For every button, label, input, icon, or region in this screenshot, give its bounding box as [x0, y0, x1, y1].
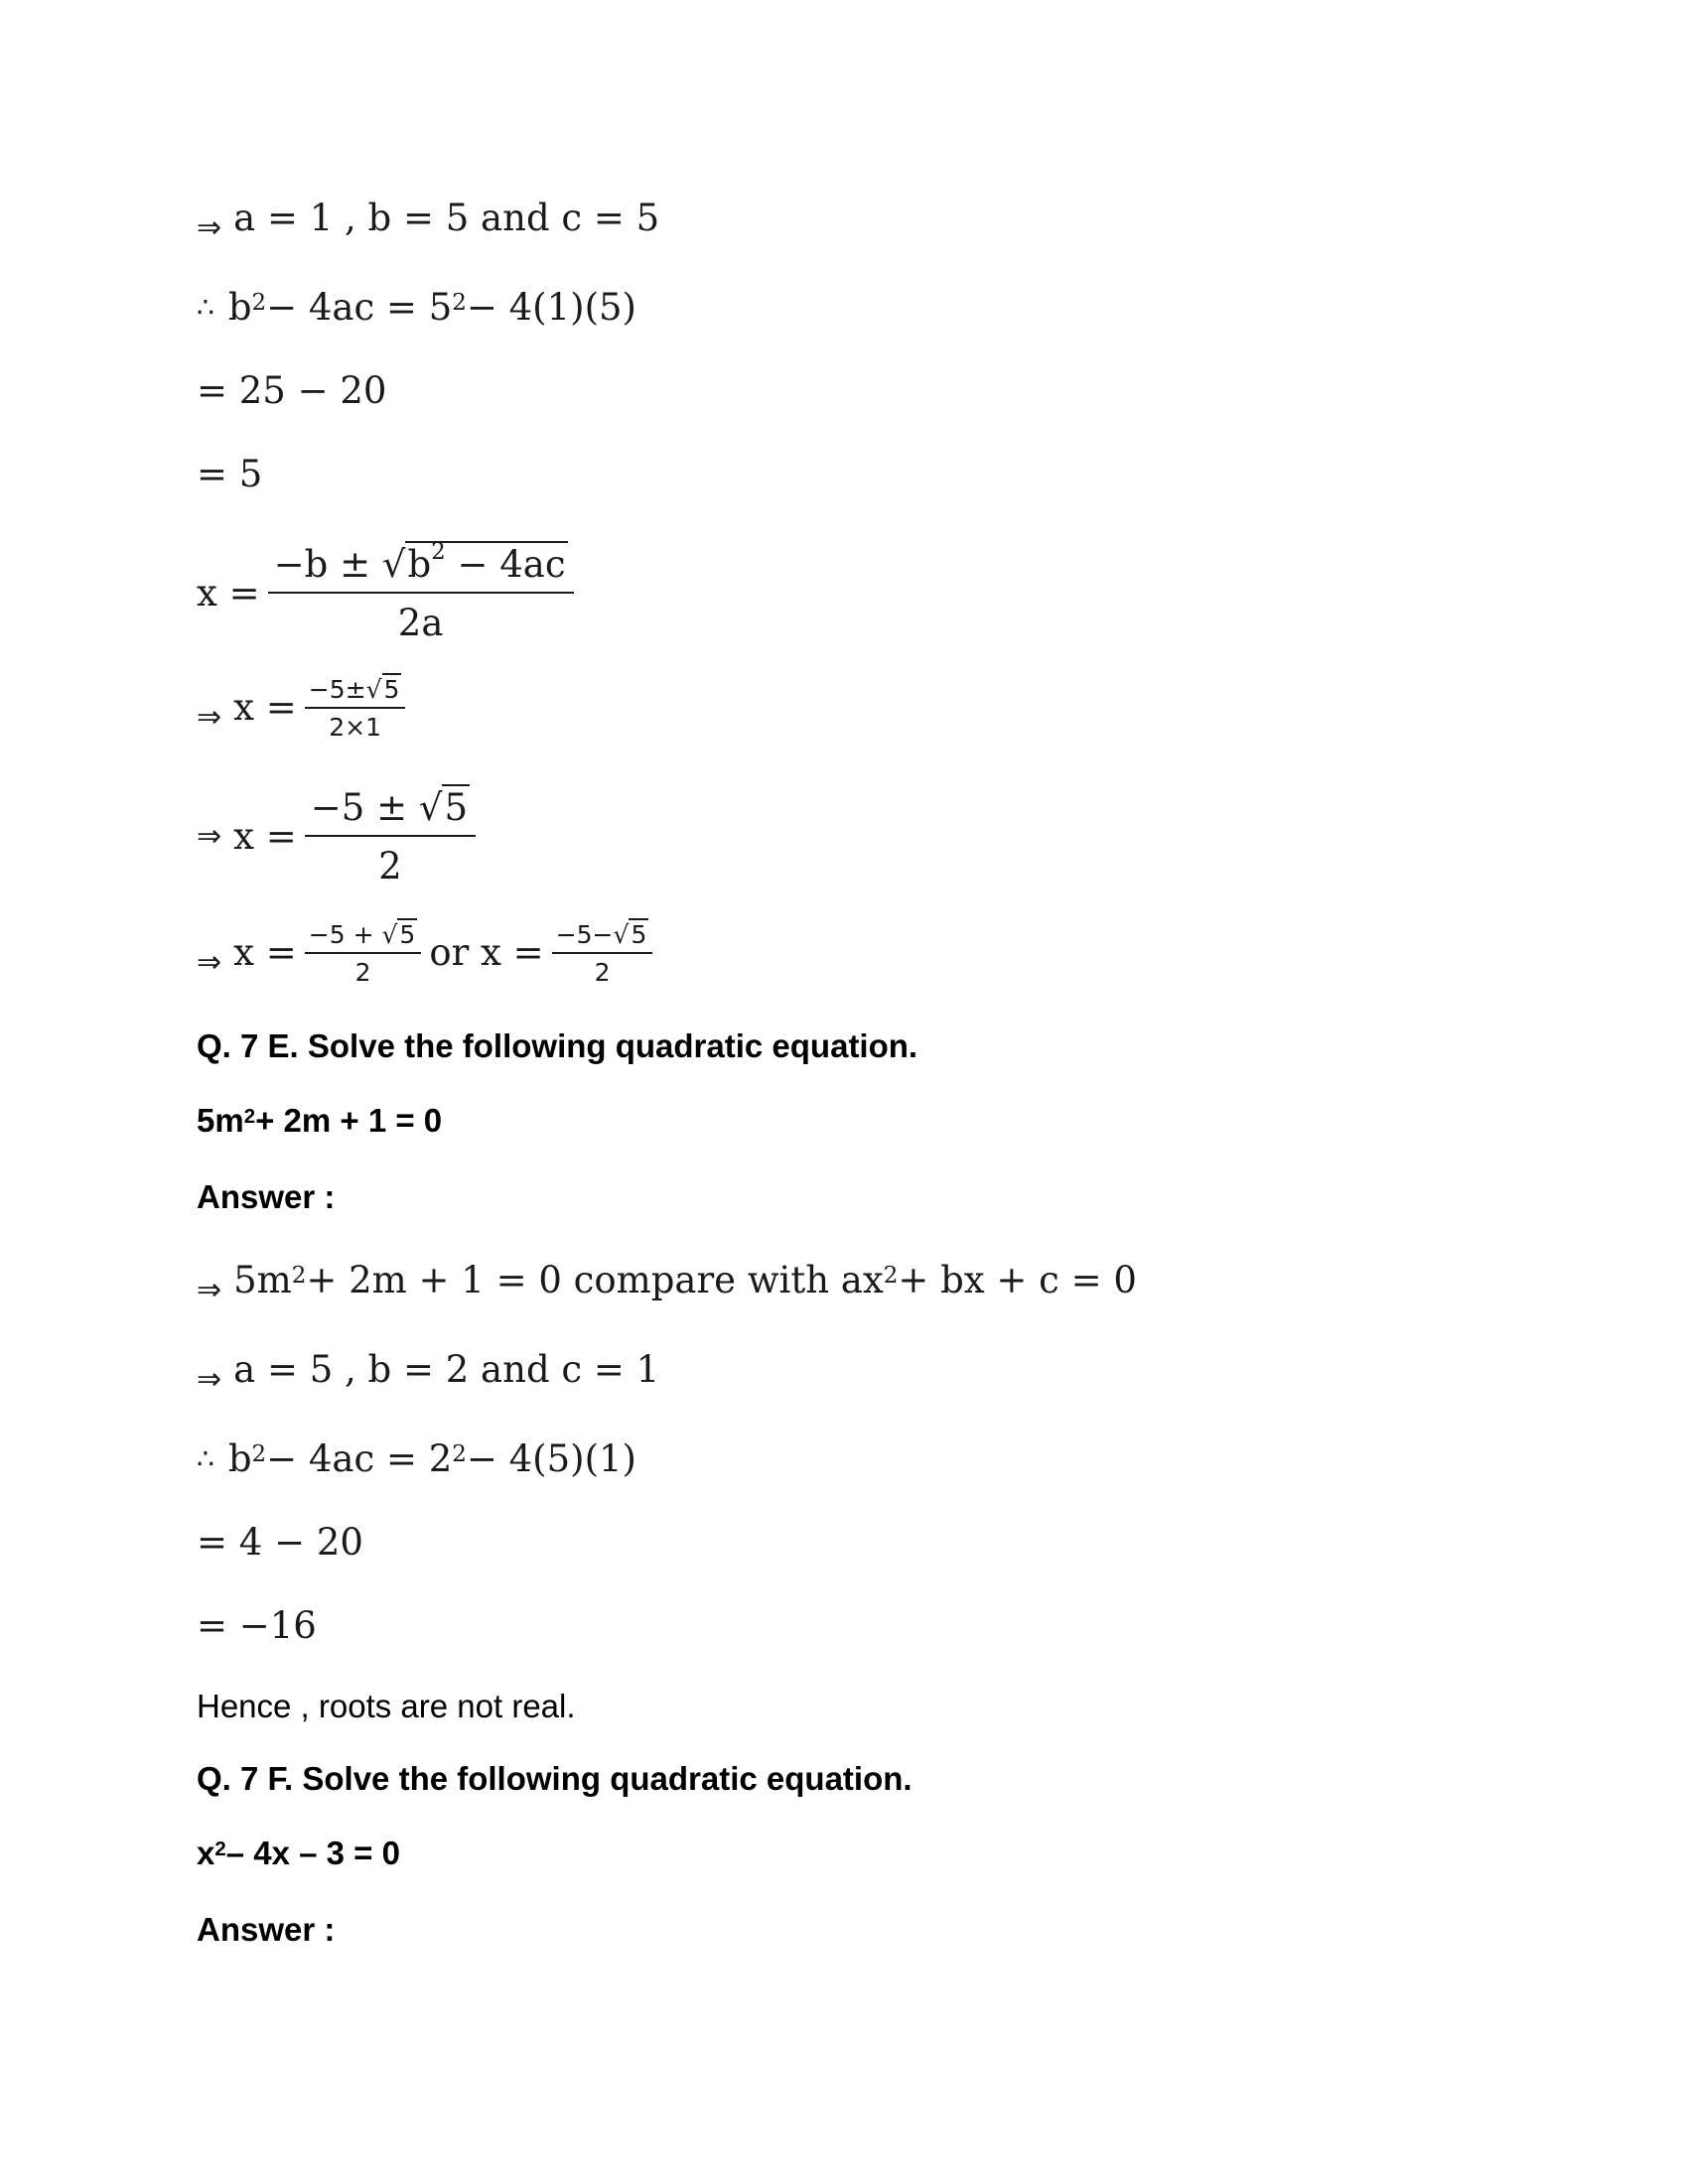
formula-numerator — [268, 541, 574, 592]
step-coefficients — [197, 197, 660, 245]
implies-symbol: ⇒ — [197, 945, 222, 980]
disc-lhs: b — [227, 286, 252, 329]
sqrt-sign: √ — [613, 920, 630, 949]
answer-label: Answer : — [197, 1911, 336, 1948]
equation-post: + 2m + 1 = 0 — [255, 1102, 443, 1139]
simplify-numerator — [305, 784, 476, 835]
step-subtraction — [197, 369, 386, 412]
coefficients-text: a = 1 , b = 5 and c = 5 — [233, 197, 660, 239]
disc-mid: − 4ac = 5 — [266, 286, 453, 329]
simplify-prefix: x = — [233, 814, 297, 858]
sqrt — [614, 918, 649, 949]
subtraction-text: = 4 − 20 — [197, 1521, 363, 1564]
step-substitute — [197, 673, 413, 742]
equation-pre: x — [197, 1835, 215, 1871]
radicand: 5 — [399, 920, 416, 949]
discriminant-value-text: = −16 — [197, 1604, 317, 1647]
radicand — [405, 541, 567, 586]
sqrt-sign: √ — [418, 786, 443, 829]
step-compare: ⇒ 5m $^2$ + 2m + 1 = 0 compare with ax $^2$ + bx + c = 0 — [197, 1259, 1137, 1307]
radicand: 5 — [383, 675, 400, 704]
radicand: 5 — [444, 786, 468, 829]
substitute-numerator — [305, 673, 406, 707]
equation-pre: 5m — [197, 1102, 244, 1139]
compare-a: 5m — [233, 1259, 292, 1301]
radicand: 5 — [631, 920, 647, 949]
root1-fraction — [305, 918, 422, 987]
equation-post: – 4x – 3 = 0 — [225, 1835, 400, 1871]
root2-fraction — [552, 918, 653, 987]
roots-prefix: x = — [233, 931, 297, 974]
question-7f-heading: Q. 7 F. Solve the following quadratic equation. — [197, 1760, 913, 1797]
subtraction-text: = 25 − 20 — [197, 369, 387, 412]
sqrt — [419, 784, 470, 829]
root2-numerator — [552, 918, 653, 952]
step-discriminant-value — [197, 453, 262, 495]
implies-symbol: ⇒ — [197, 700, 222, 735]
answer-label: Answer : — [197, 1178, 336, 1215]
roots-or-text: or x = — [429, 931, 544, 974]
sqrt-sign: √ — [365, 675, 382, 704]
numerator-pre: −5 ± — [310, 786, 419, 829]
disc-rhs: − 4(1)(5) — [466, 286, 636, 329]
simplify-denominator: 2 — [378, 845, 402, 887]
implies-symbol: ⇒ — [197, 818, 222, 854]
disc-mid: − 4ac = 2 — [266, 1437, 453, 1480]
simplify-fraction — [305, 784, 476, 887]
sqrt-sign: √ — [381, 920, 398, 949]
disc-lhs: b — [227, 1437, 252, 1480]
radicand-base: b — [407, 543, 432, 586]
formula-fraction — [268, 541, 574, 644]
step-subtraction-7e — [197, 1521, 363, 1564]
radicand-rest: − 4ac — [445, 543, 566, 586]
implies-symbol: ⇒ — [197, 1273, 222, 1307]
substitute-prefix: x = — [233, 686, 297, 729]
implies-symbol: ⇒ — [197, 1362, 222, 1397]
step-roots — [197, 918, 660, 987]
substitute-denominator: 2×1 — [329, 713, 381, 742]
compare-b: + 2m + 1 = 0 compare with ax — [306, 1259, 884, 1301]
question-7e-heading: Q. 7 E. Solve the following quadratic equation. — [197, 1027, 918, 1064]
root2-denominator: 2 — [594, 958, 611, 987]
disc-rhs: − 4(5)(1) — [466, 1437, 636, 1480]
discriminant-value-text: = 5 — [197, 453, 263, 495]
sqrt — [382, 541, 568, 586]
implies-symbol: ⇒ — [197, 210, 222, 245]
formula-prefix: x = — [197, 571, 260, 614]
numerator-pre: −b ± — [273, 543, 382, 586]
quadratic-formula — [197, 541, 582, 644]
conclusion-text: Hence , roots are not real. — [197, 1688, 576, 1724]
step-coefficients-7e — [197, 1348, 660, 1397]
numerator-pre: −5− — [555, 920, 614, 949]
compare-c: + bx + c = 0 — [898, 1259, 1137, 1301]
step-discriminant-value-7e — [197, 1604, 317, 1647]
root1-numerator — [305, 918, 422, 952]
coefficients-text: a = 5 , b = 2 and c = 1 — [233, 1348, 660, 1391]
question-7f-equation: x $^2$ – 4x – 3 = 0 — [197, 1835, 400, 1871]
numerator-pre: −5 + — [308, 920, 382, 949]
sqrt — [366, 673, 402, 704]
root1-denominator: 2 — [354, 958, 371, 987]
step-simplify — [197, 784, 484, 887]
sqrt — [381, 918, 417, 949]
question-7e-equation: 5m $^2$ + 2m + 1 = 0 — [197, 1102, 443, 1139]
therefore-symbol: ∴ — [197, 291, 214, 324]
step-discriminant-7e: ∴ b $^2$ − 4ac = 2 $^2$ − 4(5)(1) — [197, 1437, 636, 1480]
substitute-fraction — [305, 673, 406, 742]
radicand-exp: 2 — [431, 539, 446, 566]
numerator-pre: −5± — [308, 675, 366, 704]
formula-denominator: 2a — [397, 602, 444, 644]
therefore-symbol: ∴ — [197, 1442, 214, 1475]
sqrt-sign: √ — [381, 543, 406, 586]
step-discriminant: ∴ b $^2$ − 4ac = 5 $^2$ − 4(1)(5) — [197, 286, 636, 329]
